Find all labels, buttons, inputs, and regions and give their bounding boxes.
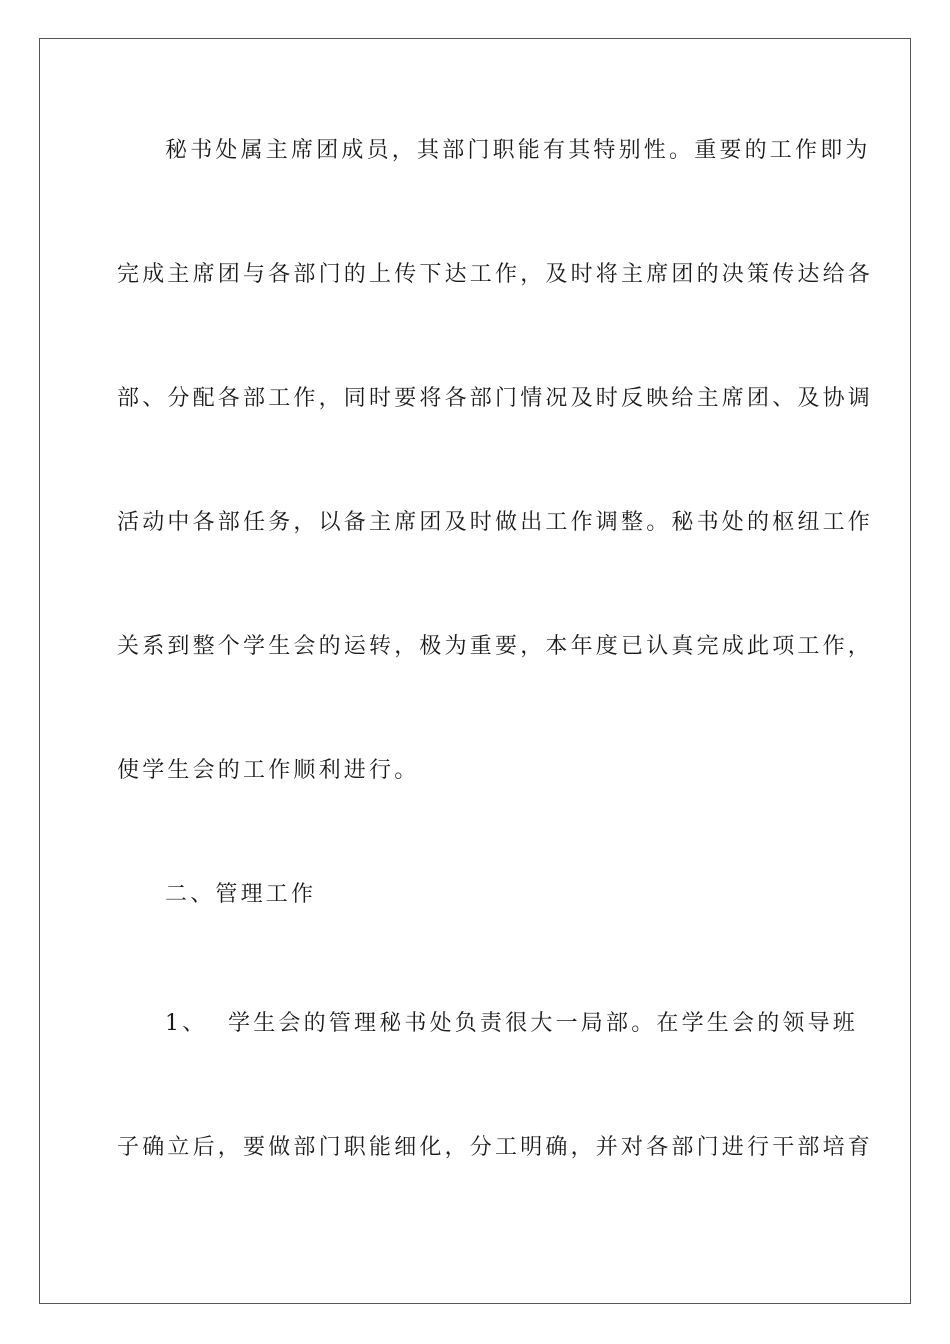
page-border xyxy=(39,38,911,1304)
section-heading: 二、管理工作 xyxy=(165,882,317,907)
paragraph-line: 部、分配各部工作，同时要将各部门情况及时反映给主席团、及协调 xyxy=(117,386,874,411)
list-item-number: 1、 xyxy=(165,1011,208,1036)
paragraph-line: 秘书处属主席团成员，其部门职能有其特别性。重要的工作即为 xyxy=(165,138,871,163)
list-item-line: 学生会的管理秘书处负责很大一局部。在学生会的领导班 xyxy=(228,1011,859,1036)
paragraph-line: 完成主席团与各部门的上传下达工作，及时将主席团的决策传达给各 xyxy=(117,262,874,287)
paragraph-line: 使学生会的工作顺利进行。 xyxy=(117,758,420,783)
paragraph-line: 活动中各部任务，以备主席团及时做出工作调整。秘书处的枢纽工作 xyxy=(117,510,874,535)
list-item-line: 子确立后，要做部门职能细化，分工明确，并对各部门进行干部培育 xyxy=(117,1135,874,1160)
paragraph-line: 关系到整个学生会的运转，极为重要，本年度已认真完成此项工作， xyxy=(117,634,874,659)
